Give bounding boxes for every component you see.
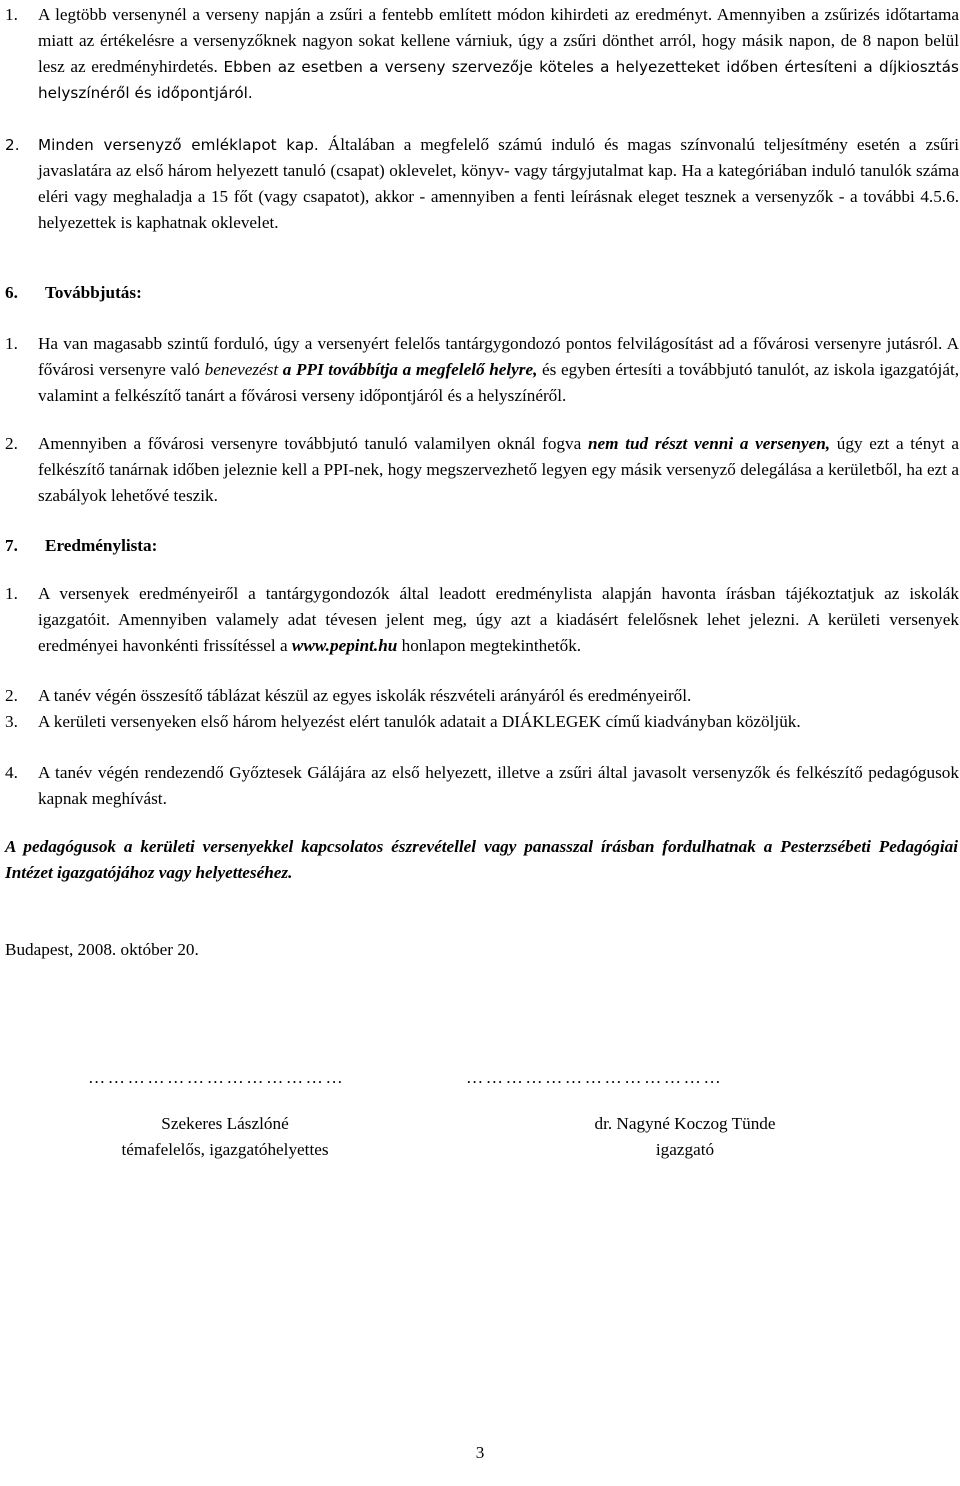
page-number: 3 xyxy=(475,1443,485,1462)
item-text: Amennyiben a fővárosi versenyre továbbjutó tanuló valamilyen oknál fogva xyxy=(38,434,588,453)
item-text-italic: benevezést xyxy=(204,360,279,379)
website-link[interactable]: www.pepint.hu xyxy=(291,636,398,655)
advancement-item-2 xyxy=(5,431,959,509)
item-text: A legtöbb versenynél a verseny napján a zsűri a fentebb említett módon kihirdeti az eredményt. Amennyiben a zsűrizés időtartama miatt az értékelésre a versenyzőknek nagyon sokat kellene várniuk, úgy a zsűri dönthet arról, hogy másik napon, de 8 napon belül lesz az eredményhirdetés. xyxy=(38,5,959,76)
item-number: 1. xyxy=(5,584,18,603)
item-text-bold-italic: nem tud részt venni a versenyen, xyxy=(587,434,831,453)
signature-line-right: ………………………………… xyxy=(466,1068,724,1087)
results-item-1 xyxy=(5,581,959,659)
result-item-1 xyxy=(5,2,959,106)
item-text: és egyben értesíti a továbbjutó tanulót, az iskola igazgatóját, valamint a felkészítő tanárt a fővárosi verseny időpontjáról és a helyszínéről. xyxy=(38,360,960,405)
item-number: 1. xyxy=(5,5,18,24)
results-item-3 xyxy=(5,709,959,735)
advancement-item-1 xyxy=(5,331,959,409)
section-heading-results-list xyxy=(5,533,157,559)
item-number: 2. xyxy=(5,434,18,453)
section-number: 7. xyxy=(5,536,18,555)
signature-right xyxy=(535,1111,835,1163)
signer-role: témafelelős, igazgatóhelyettes xyxy=(121,1140,329,1159)
signature-left xyxy=(80,1111,370,1163)
signer-name: dr. Nagyné Koczog Tünde xyxy=(594,1114,776,1133)
section-number: 6. xyxy=(5,283,18,302)
signer-role: igazgató xyxy=(655,1140,715,1159)
item-text: honlapon megtekinthetők. xyxy=(397,636,582,655)
item-number: 2. xyxy=(5,136,20,154)
item-text-sans: Minden versenyző emléklapot kap. xyxy=(38,136,319,154)
item-text: Ha van magasabb szintű forduló, úgy a versenyért felelős tantárgygondozó pontos felvilágosítást ad a fővárosi versenyre jutásról. A fővárosi versenyre való xyxy=(38,334,959,379)
section-title: Eredménylista: xyxy=(45,536,158,555)
item-number: 1. xyxy=(5,334,18,353)
item-text-sans: Ebben az esetben a verseny szervezője köteles a helyezetteket időben értesíteni a díjkiosztás helyszínéről és időpontjáról. xyxy=(38,58,960,102)
results-item-2 xyxy=(5,683,959,709)
results-item-4 xyxy=(5,760,959,812)
signer-name: Szekeres Lászlóné xyxy=(161,1114,289,1133)
item-number: 4. xyxy=(5,763,18,782)
section-title: Továbbjutás: xyxy=(45,283,142,302)
item-text: A tanév végén összesítő táblázat készül az egyes iskolák részvételi arányáról és eredményeiről. xyxy=(38,686,692,705)
complaints-note: A pedagógusok a kerületi versenyekkel kapcsolatos észrevétellel vagy panasszal írásban fordulhatnak a Pesterzsébeti Pedagógiai Intézet igazgatójához vagy helyetteséhez. xyxy=(5,837,958,882)
section-heading-advancement xyxy=(5,280,142,306)
item-number: 2. xyxy=(5,686,18,705)
date-line: Budapest, 2008. október 20. xyxy=(5,940,199,959)
item-text: A tanév végén rendezendő Győztesek Gálájára az első helyezett, illetve a zsűri által javasolt versenyzők és felkészítő pedagógusok kapnak meghívást. xyxy=(38,763,959,808)
item-text: Általában a megfelelő számú induló és magas színvonalú teljesítmény esetén a zsűri javaslatára az első három helyezett tanuló (csapat) oklevelet, könyv- vagy tárgyjutalmat kap. Ha a kategóriában induló tanulók száma eléri vagy meghaladja a 15 főt (vagy csapatot), akkor - amennyiben a fenti leírásnak eleget tesznek a versenyzők - a további 4.5.6. helyezettek is kaphatnak oklevelet. xyxy=(38,135,960,232)
item-text: A versenyek eredményeiről a tantárgygondozók által leadott eredménylista alapján havonta írásban tájékoztatjuk az iskolák igazgatóit. Amennyiben valamely adat tévesen jelent meg, úgy azt a kiadásért felelősnek lehet jelezni. A kerületi versenyek eredményei havonkénti frissítéssel a xyxy=(38,584,959,655)
result-item-2 xyxy=(5,132,959,236)
item-text: úgy ezt a tényt a felkészítő tanárnak időben jeleznie kell a PPI-nek, hogy megszervezhető legyen egy másik versenyző delegálása a kerületből, ha ezt a szabályok lehetővé teszik. xyxy=(38,434,959,505)
item-text: A kerületi versenyeken első három helyezést elért tanulók adatait a DIÁKLEGEK című kiadványban közöljük. xyxy=(38,712,801,731)
item-text-bold-italic: a PPI továbbítja a megfelelő helyre, xyxy=(282,360,538,379)
item-number: 3. xyxy=(5,712,18,731)
signature-line-left: ………………………………… xyxy=(88,1068,346,1087)
